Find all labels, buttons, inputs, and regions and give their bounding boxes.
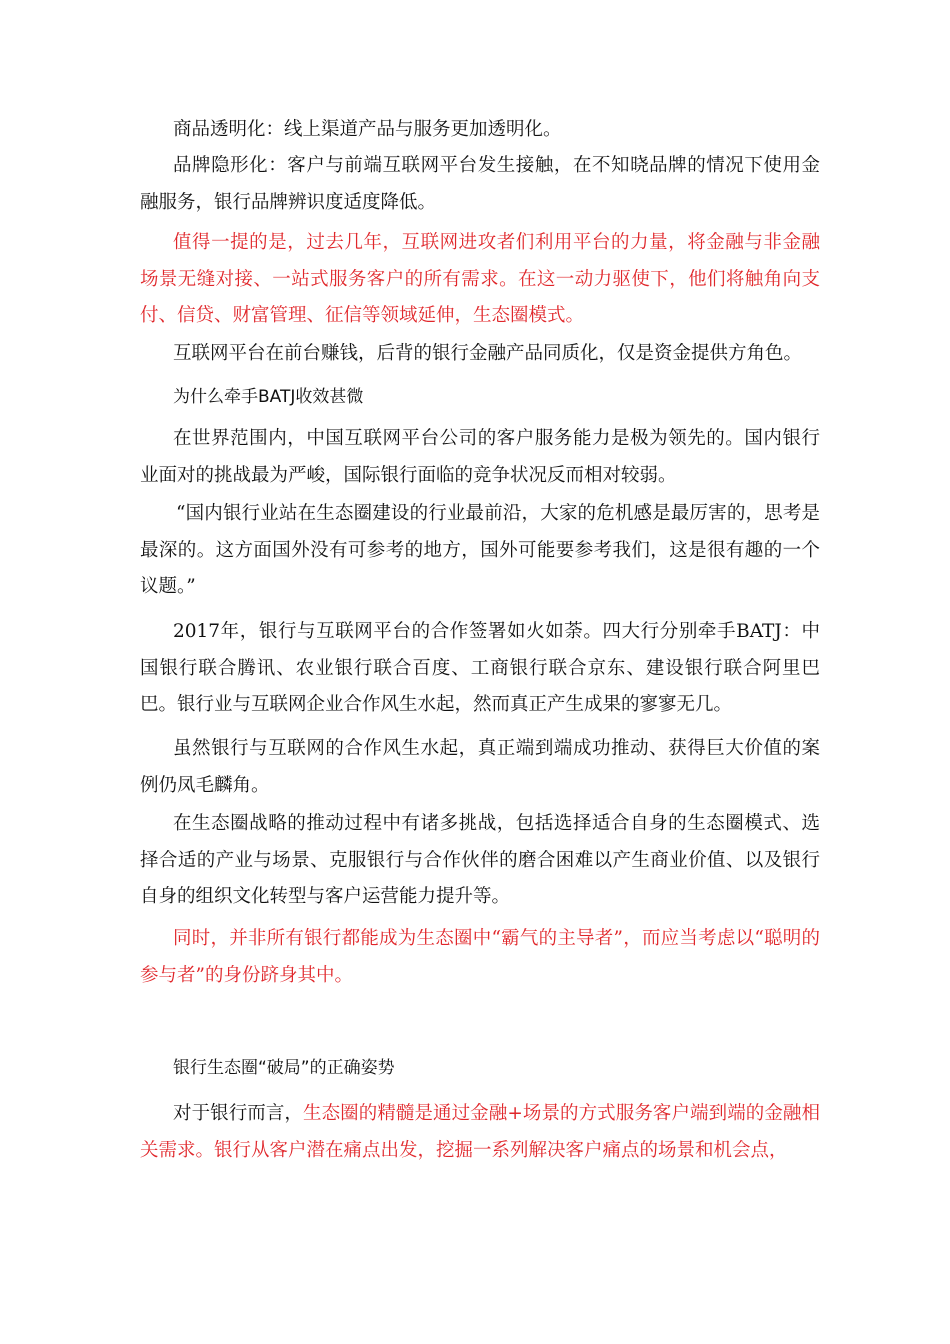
- paragraph-challenges: 在生态圈战略的推动过程中有诸多挑战，包括选择适合自身的生态圈模式、选择合适的产业与场景、克服银行与合作伙伴的磨合困难以产生商业价值、以及银行自身的组织文化转型与客户运营能力提升等。: [140, 813, 820, 907]
- paragraph-lead-text: 对于银行而言，: [173, 1103, 304, 1124]
- section-heading-breakthrough: 银行生态圈“破局”的正确姿势: [173, 1058, 395, 1078]
- paragraph-product-transparency: 商品透明化：线上渠道产品与服务更加透明化。: [173, 119, 562, 140]
- paragraph-world-scope: 在世界范围内，中国互联网平台公司的客户服务能力是极为领先的。国内银行业面对的挑战最为严峻，国际银行面临的竞争状况反而相对较弱。: [140, 428, 820, 486]
- paragraph-highlight-participant: 同时，并非所有银行都能成为生态圈中“霸气的主导者”，而应当考虑以“聪明的参与者”的身份跻身其中。: [140, 928, 820, 986]
- paragraph-highlight-ecosystem: 值得一提的是，过去几年，互联网进攻者们利用平台的力量，将金融与非金融场景无缝对接、一站式服务客户的所有需求。在这一动力驱使下，他们将触角向支付、信贷、财富管理、征信等领域延伸，生态圈模式。: [140, 232, 820, 326]
- paragraph-highlight-text: 生态圈的精髓是通过金融+场景的方式服务客户端到端的金融相关需求。银行从客户潜在痛点出发，挖掘一系列解决客户痛点的场景和机会点，: [140, 1103, 820, 1161]
- paragraph-cooperation: 虽然银行与互联网的合作风生水起，真正端到端成功推动、获得巨大价值的案例仍凤毛麟角。: [140, 738, 820, 796]
- paragraph-internet-platform: 互联网平台在前台赚钱，后背的银行金融产品同质化，仅是资金提供方角色。: [173, 343, 803, 364]
- paragraph-brand-invisibility: 品牌隐形化：客户与前端互联网平台发生接触，在不知晓品牌的情况下使用金融服务，银行品牌辨识度适度降低。: [140, 155, 820, 213]
- section-heading-batj: 为什么牵手BATJ收效甚微: [173, 387, 364, 407]
- paragraph-2017: 2017年，银行与互联网平台的合作签署如火如荼。四大行分别牵手BATJ：中国银行联合腾讯、农业银行联合百度、工商银行联合京东、建设银行联合阿里巴巴。银行业与互联网企业合作风生水起，然而真正产生成果的寥寥无几。: [140, 621, 820, 715]
- paragraph-quote: “国内银行业站在生态圈建设的行业最前沿，大家的危机感是最厉害的，思考是最深的。这方面国外没有可参考的地方，国外可能要参考我们，这是很有趣的一个议题。”: [140, 503, 820, 597]
- paragraph-bank-essence: [140, 1096, 820, 1169]
